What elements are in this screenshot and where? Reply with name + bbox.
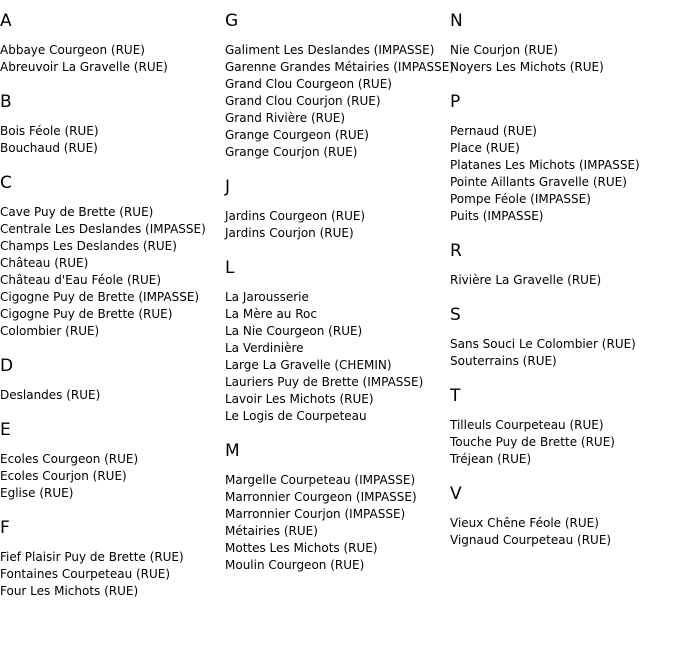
letter-section — [225, 257, 447, 425]
letter-heading: M — [225, 441, 240, 461]
letter-section — [0, 517, 222, 600]
letter-heading: V — [450, 484, 462, 504]
column-3 — [450, 10, 672, 564]
street-name: Mottes Les Michots (RUE) — [225, 541, 378, 555]
street-name: Grange Courgeon (RUE) — [225, 128, 369, 142]
letter-section — [450, 240, 672, 289]
street-name: Deslandes (RUE) — [0, 388, 101, 402]
letter-section — [225, 10, 454, 161]
street-name: Cigogne Puy de Brette (RUE) — [0, 307, 173, 321]
street-name: Grand Rivière (RUE) — [225, 111, 346, 125]
street-name: Grand Clou Courjon (RUE) — [225, 94, 381, 108]
street-name: Touche Puy de Brette (RUE) — [450, 435, 615, 449]
street-name: Vignaud Courpeteau (RUE) — [450, 533, 612, 547]
street-name: Moulin Courgeon (RUE) — [225, 558, 365, 572]
street-name: Lauriers Puy de Brette (IMPASSE) — [225, 375, 424, 389]
street-name: Galiment Les Deslandes (IMPASSE) — [225, 43, 435, 57]
street-name: Place (RUE) — [450, 141, 520, 155]
letter-heading: B — [0, 92, 12, 112]
letter-section — [0, 10, 222, 76]
letter-section — [450, 91, 672, 225]
street-name: Platanes Les Michots (IMPASSE) — [450, 158, 640, 172]
street-name: Château d'Eau Féole (RUE) — [0, 273, 162, 287]
letter-section — [450, 483, 672, 549]
column-2 — [225, 10, 454, 589]
letter-heading: L — [225, 258, 235, 278]
street-name: Marronnier Courgeon (IMPASSE) — [225, 490, 417, 504]
street-name: Noyers Les Michots (RUE) — [450, 60, 604, 74]
street-name: Le Logis de Courpeteau — [225, 409, 367, 423]
letter-section — [225, 176, 447, 242]
letter-section — [450, 10, 672, 76]
letter-section — [0, 419, 222, 502]
street-name: La Verdinière — [225, 341, 304, 355]
street-name: Fontaines Courpeteau (RUE) — [0, 567, 171, 581]
street-name: Tilleuls Courpeteau (RUE) — [450, 418, 604, 432]
street-name: Ecoles Courjon (RUE) — [0, 469, 127, 483]
street-name: Pointe Aillants Gravelle (RUE) — [450, 175, 627, 189]
street-name: Lavoir Les Michots (RUE) — [225, 392, 374, 406]
street-name: Bois Féole (RUE) — [0, 124, 99, 138]
letter-heading: R — [450, 241, 462, 261]
letter-heading: E — [0, 420, 11, 440]
street-name: La Jarousserie — [225, 290, 309, 304]
street-name: Nie Courjon (RUE) — [450, 43, 558, 57]
street-name: Cave Puy de Brette (RUE) — [0, 205, 154, 219]
street-name: Souterrains (RUE) — [450, 354, 557, 368]
letter-heading: F — [0, 518, 10, 538]
street-name: Jardins Courjon (RUE) — [225, 226, 354, 240]
street-name: Garenne Grandes Métairies (IMPASSE) — [225, 60, 454, 74]
letter-section — [0, 355, 222, 404]
street-name: Tréjean (RUE) — [450, 452, 532, 466]
street-name: Jardins Courgeon (RUE) — [225, 209, 366, 223]
street-name: Ecoles Courgeon (RUE) — [0, 452, 139, 466]
street-name: Pernaud (RUE) — [450, 124, 537, 138]
street-name: Colombier (RUE) — [0, 324, 100, 338]
street-name: Sans Souci Le Colombier (RUE) — [450, 337, 636, 351]
letter-heading: P — [450, 92, 461, 112]
street-name: Cigogne Puy de Brette (IMPASSE) — [0, 290, 200, 304]
street-name: Centrale Les Deslandes (IMPASSE) — [0, 222, 206, 236]
letter-heading: D — [0, 356, 14, 376]
letter-heading: G — [225, 11, 239, 31]
letter-section — [0, 172, 222, 340]
letter-section — [225, 440, 447, 574]
street-name: Grand Clou Courgeon (RUE) — [225, 77, 392, 91]
letter-heading: N — [450, 11, 463, 31]
street-name: Marronnier Courjon (IMPASSE) — [225, 507, 406, 521]
street-name: La Mère au Roc — [225, 307, 317, 321]
letter-heading: S — [450, 305, 461, 325]
street-name: Pompe Féole (IMPASSE) — [450, 192, 591, 206]
street-name: Four Les Michots (RUE) — [0, 584, 139, 598]
street-name: Rivière La Gravelle (RUE) — [450, 273, 602, 287]
street-name: Margelle Courpeteau (IMPASSE) — [225, 473, 416, 487]
letter-heading: A — [0, 11, 12, 31]
street-name: Puits (IMPASSE) — [450, 209, 544, 223]
letter-section — [450, 304, 672, 370]
street-name: Grange Courjon (RUE) — [225, 145, 358, 159]
street-name: Champs Les Deslandes (RUE) — [0, 239, 177, 253]
street-name: Vieux Chêne Féole (RUE) — [450, 516, 599, 530]
street-name: Abreuvoir La Gravelle (RUE) — [0, 60, 168, 74]
letter-heading: C — [0, 173, 12, 193]
letter-section — [450, 385, 672, 468]
street-name: Château (RUE) — [0, 256, 89, 270]
street-name: Abbaye Courgeon (RUE) — [0, 43, 145, 57]
street-name: Eglise (RUE) — [0, 486, 74, 500]
street-name: Large La Gravelle (CHEMIN) — [225, 358, 392, 372]
letter-heading: J — [225, 177, 231, 197]
street-name: Fief Plaisir Puy de Brette (RUE) — [0, 550, 184, 564]
street-name: La Nie Courgeon (RUE) — [225, 324, 363, 338]
letter-section — [0, 91, 222, 157]
street-name: Métairies (RUE) — [225, 524, 318, 538]
letter-heading: T — [450, 386, 461, 406]
street-name: Bouchaud (RUE) — [0, 141, 98, 155]
column-1 — [0, 10, 222, 615]
